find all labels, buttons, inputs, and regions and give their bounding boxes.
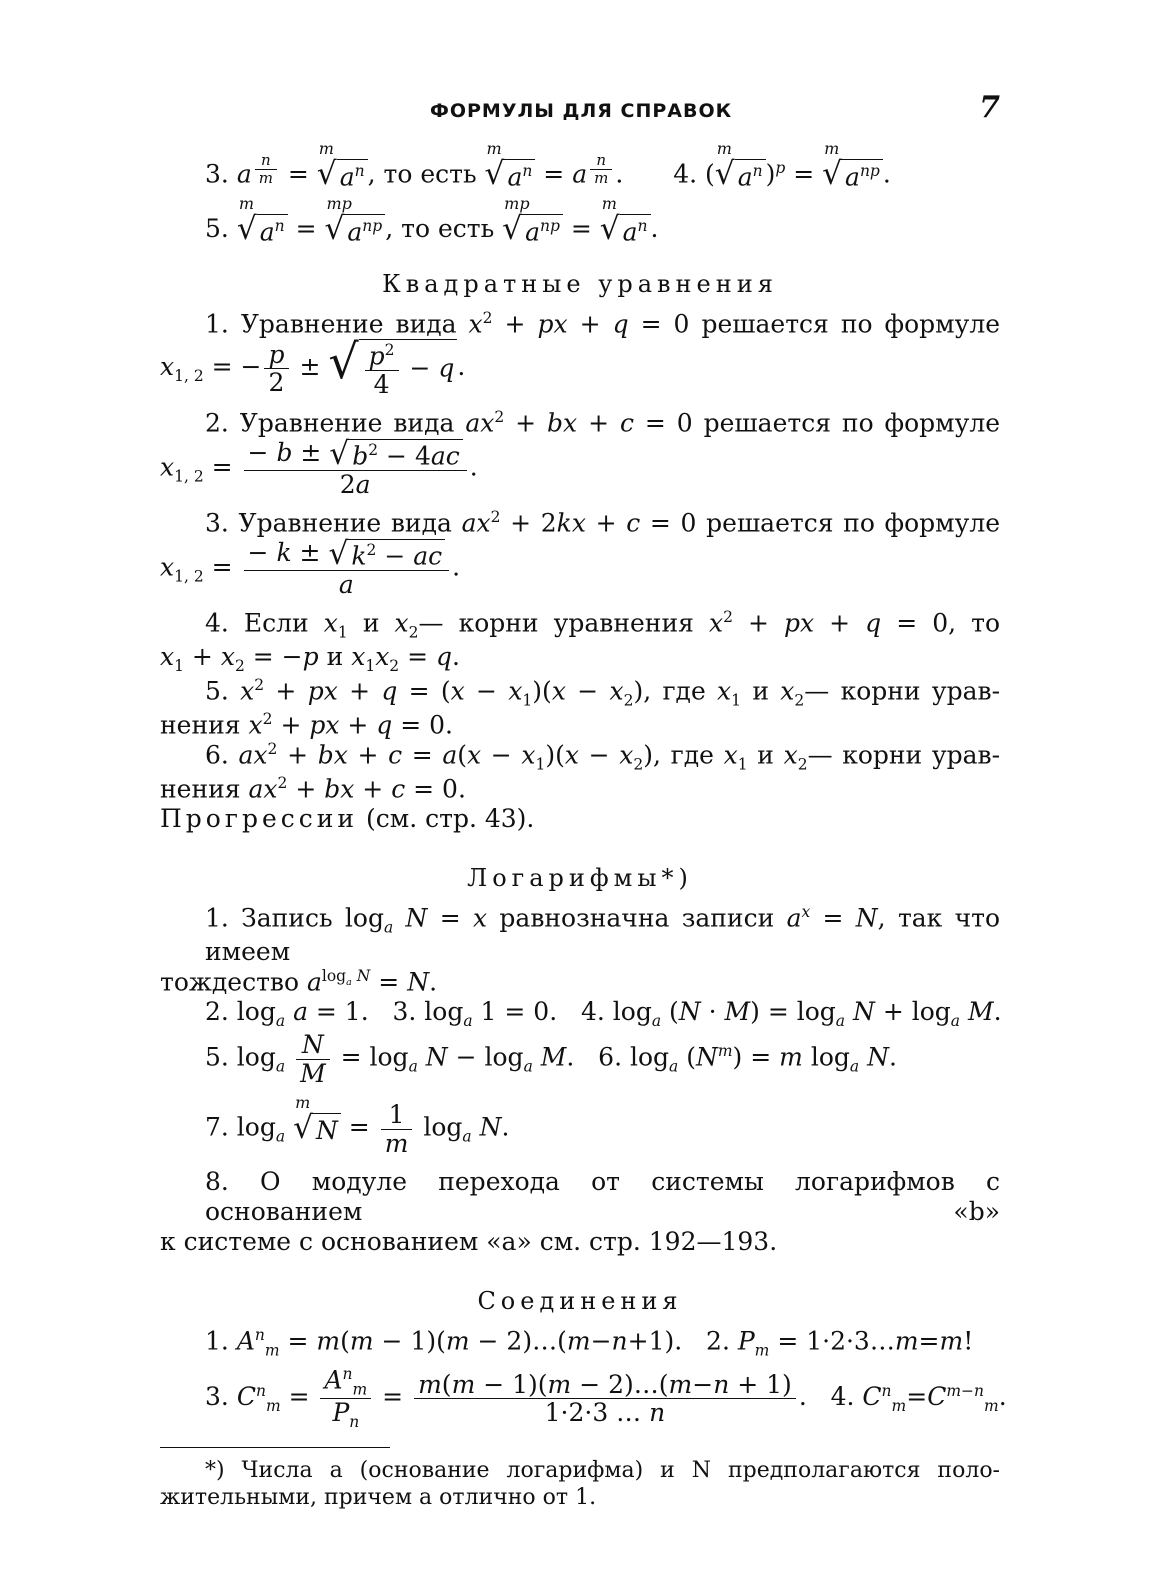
quadratic-item-5-cont: нения $x^2$ + px + q = 0. <box>160 709 454 740</box>
quadratic-item-6-cont: нения $ax^2$ + bx + c = 0. <box>160 774 466 804</box>
running-title: ФОРМУЛЫ ДЛЯ СПРАВОК <box>430 100 733 122</box>
footnote-line-2: жительными, причем a отлично от 1. <box>160 1484 597 1510</box>
progressions-reference: Прогрессии (см. стр. 43). <box>160 804 535 834</box>
section-title-logarithms: Логарифмы*) <box>467 864 693 893</box>
quadratic-item-2: 2. Уравнение вида $ax^2$ + bx + c = 0 решается по формуле <box>205 408 1000 438</box>
quadratic-formula-3: $x_{1, 2}$ = − k ± √ $k^2$ − ac a . <box>160 535 461 599</box>
quadratic-formula-1: $x_{1, 2}$ = − $\frac{p}{2}$ ± √ $\frac{p^2}{4}$ − q . <box>160 334 466 399</box>
quadratic-formula-2: $x_{1, 2}$ = − b ± √ $b^2 - 4ac$ 2a . <box>160 435 478 499</box>
log-items-2-4: 2. $\log_a a = 1$. 3. $\log_a 1 = 0$. 4. $\log_a (N \cdot M) = \log_a N + \log_a M$. <box>205 997 1002 1031</box>
quadratic-item-4: 4. Если $x_1$ и $x_2—$ корни уравнения $x^2$ + px + q = 0, то <box>205 608 1001 642</box>
footnote-separator <box>160 1447 390 1448</box>
log-item-1: 1. Запись $\log_a N = x$ равнозначна записи $a^x = N$, так что имеем <box>205 903 1001 967</box>
log-item-7: 7. $\log_a$ m √ N = $\frac{1}{m}$ $\log_a N$. <box>205 1092 510 1158</box>
quadratic-item-1: 1. Уравнение вида $x^2$ + px + q = 0 решается по формуле <box>205 308 1000 338</box>
page-header <box>160 90 1000 134</box>
section-title-combinations: Соединения <box>477 1287 683 1316</box>
quadratic-item-5: 5. $x^2$ + px + $q = (x - x_1)(x - x_2)$, где $x_1$ и $x_2—$ корни урав- <box>205 675 1001 710</box>
root-formula-5: 5. m √ $a^n$ = mp √ $a^{np}$ , то есть mp √ $a^{np}$ = m √ $a^n$ . <box>205 194 659 248</box>
log-item-8-cont: к системе с основанием «a» см. стр. 192—193. <box>160 1227 778 1257</box>
log-items-5-6: 5. $\log_a$ $\frac{N}{M}$ = $\log_a N - \log_a M$. 6. $\log_a (N^m) = m$ $\log_a N$. <box>205 1030 897 1088</box>
log-identity: тождество $a^{log_a N} = N$. <box>160 967 438 997</box>
page-number: 7 <box>979 90 1000 125</box>
quadratic-item-3: 3. Уравнение вида $ax^2 + 2kx + c = 0$ решается по формуле <box>205 508 1001 538</box>
section-title-quadratic: Квадратные уравнения <box>382 269 778 298</box>
quadratic-item-4-cont: $x_1 + x_2 = -p$ и $x_1x_2 = q$. <box>160 642 460 676</box>
combinations-items-3-4: 3. $C^n_m$ = $\frac{A^n_m}{P_n}$ = $\frac{m(m - 1)(m - 2)\dots(m-n + 1)}{1\cdot 2\cdot 3 \dots n}$ . 4. $C^n_m=C^{m-n}_m$. <box>205 1364 1007 1432</box>
footnote-line-1: *) Числа a (основание логарифма) и N предполагаются поло- <box>205 1458 1000 1484</box>
book-page <box>160 90 1007 1511</box>
log-item-8: 8. О модуле перехода от системы логарифмов с основанием «b» <box>205 1167 1000 1227</box>
combinations-items-1-2: 1. $A^n_m = m(m - 1)(m$ − 2)…(m−n+1). 2. $P_m$ = 1·2·3…m=m! <box>205 1325 974 1360</box>
root-formula-3-4: 3. a $^{\frac{n}{m}}$ = m √ $a^n$ , то есть m √ $a^n$ = a $^{\frac{n}{m}}$ . 4. ( m √ $a^n$ )$^p$ = m √ $a^{np}$ . <box>205 139 891 193</box>
quadratic-item-6: 6. $ax^2$ + bx + $c = a(x - x_1)(x - x_2)$, где $x_1$ и $x_2—$ корни урав- <box>205 740 1001 774</box>
